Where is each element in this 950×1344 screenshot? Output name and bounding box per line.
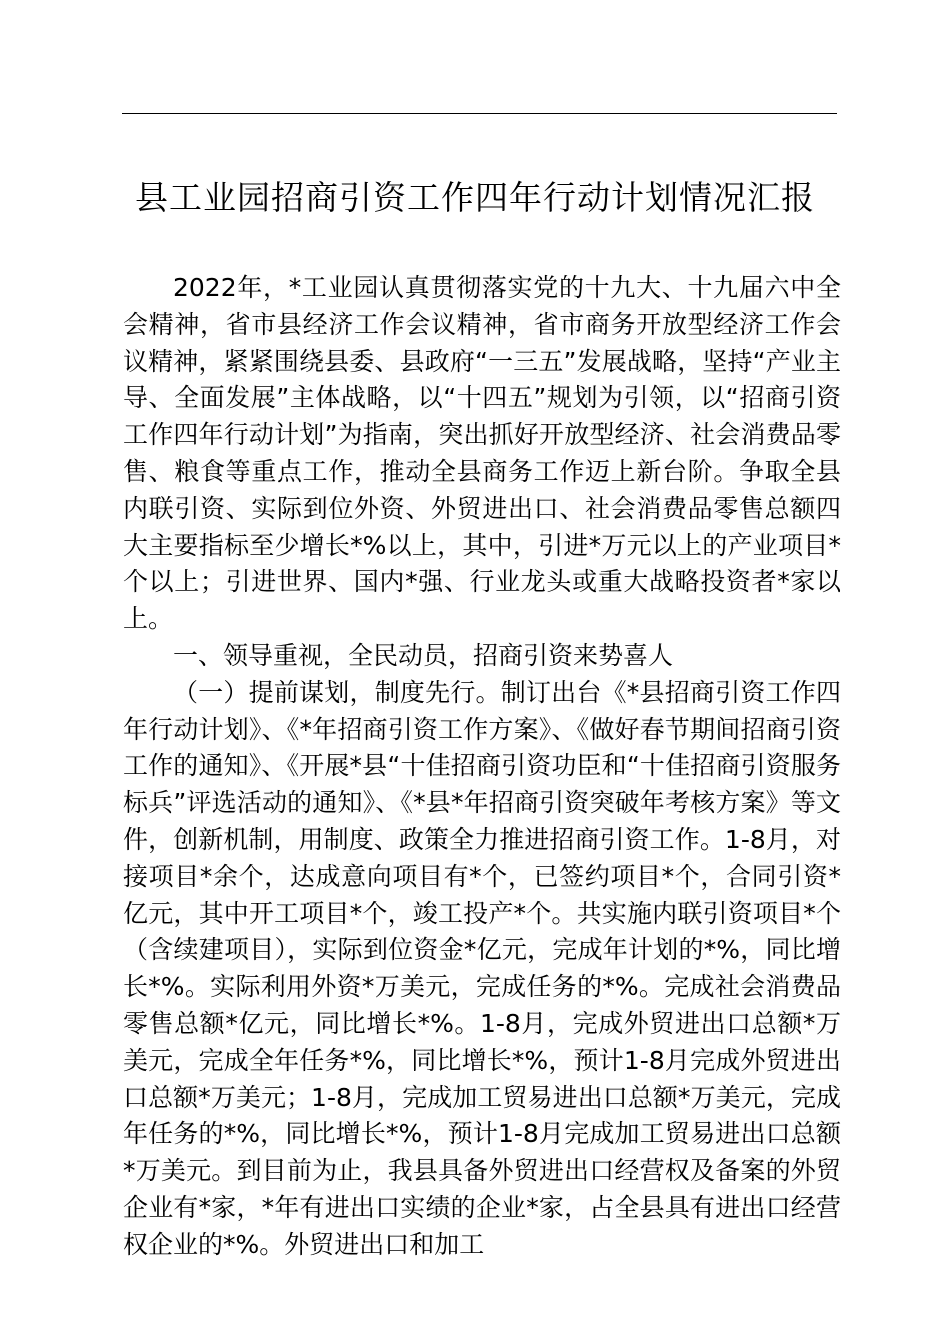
- document-body: [123, 270, 841, 1264]
- section-heading-1: 一、领导重视，全民动员，招商引资来势喜人: [173, 640, 674, 670]
- header-rule: [122, 113, 837, 114]
- paragraph-1: （一）提前谋划，制度先行。制订出台《*县招商引资工作四年行动计划》、《*年招商引资工作方案》、《做好春节期间招商引资工作的通知》、《开展*县“十佳招商引资功臣和“十佳招商引资服务标兵”评选活动的通知》、《*县*年招商引资突破年考核方案》等文件，创新机制，用制度、政策全力推进招商引资工作。1-8月，对接项目*余个，达成意向项目有*个，已签约项目*个，合同引资*亿元，其中开工项目*个，竣工投产*个。共实施内联引资项目*个（含续建项目），实际到位资金*亿元，完成年计划的*%，同比增长*%。实际利用外资*万美元，完成任务的*%。完成社会消费品零售总额*亿元，同比增长*%。1-8月，完成外贸进出口总额*万美元，完成全年任务*%，同比增长*%，预计1-8月完成外贸进出口总额*万美元；1-8月，完成加工贸易进出口总额*万美元，完成年任务的*%，同比增长*%，预计1-8月完成加工贸易进出口总额*万美元。到目前为止，我县具备外贸进出口经营权及备案的外贸企业有*家，*年有进出口实绩的企业*家，占全县具有进出口经营权企业的*%。外贸进出口和加工: [123, 677, 841, 1259]
- intro-paragraph: 2022年，*工业园认真贯彻落实党的十九大、十九届六中全会精神，省市县经济工作会议精神，省市商务开放型经济工作会议精神，紧紧围绕县委、县政府“一三五”发展战略，坚持“产业主导、全面发展”主体战略，以“十四五”规划为引领，以“招商引资工作四年行动计划”为指南，突出抓好开放型经济、社会消费品零售、粮食等重点工作，推动全县商务工作迈上新台阶。争取全县内联引资、实际到位外资、外贸进出口、社会消费品零售总额四大主要指标至少增长*%以上，其中，引进*万元以上的产业项目*个以上；引进世界、国内*强、行业龙头或重大战略投资者*家以上。: [123, 273, 841, 634]
- document-title: 县工业园招商引资工作四年行动计划情况汇报: [135, 178, 815, 217]
